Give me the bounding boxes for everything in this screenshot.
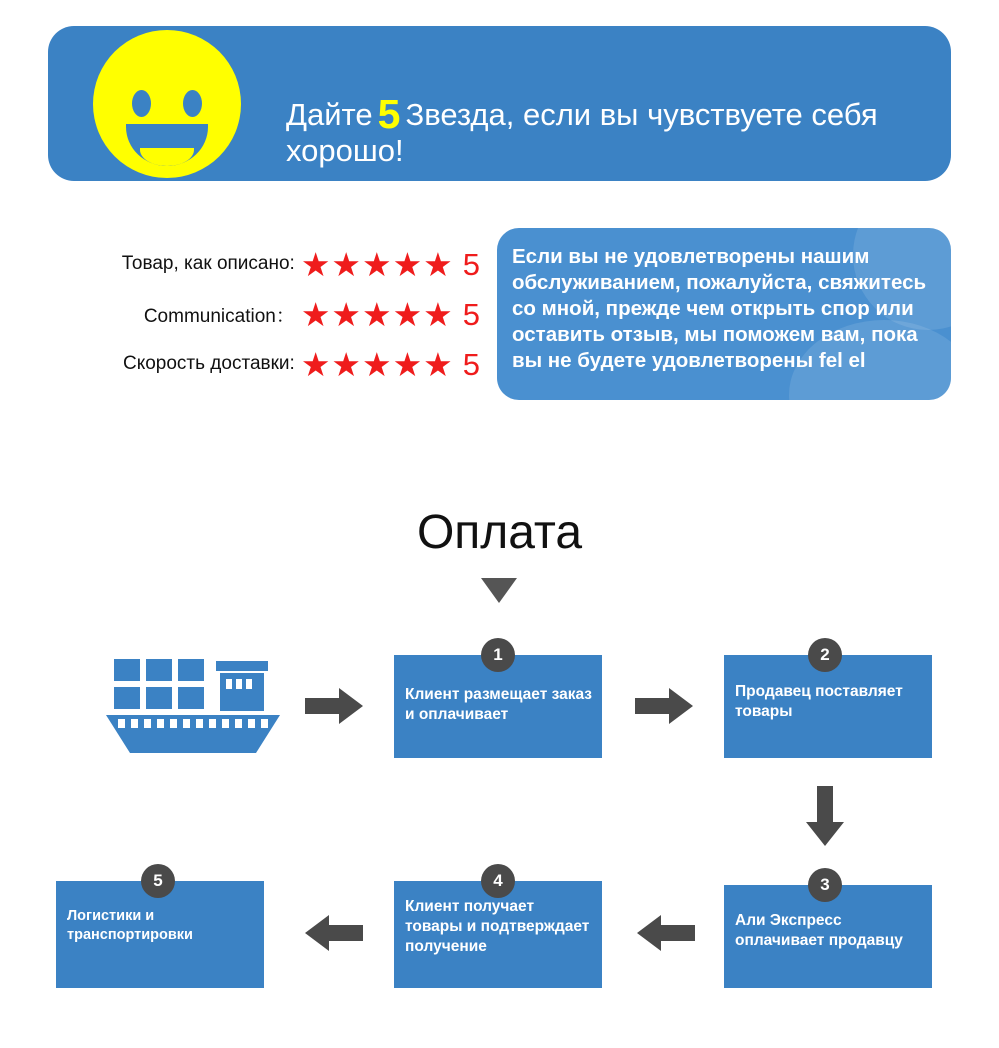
flow-step-4-text: Клиент получает товары и подтверждает получение — [405, 898, 590, 955]
arrow-left-icon — [305, 915, 363, 951]
rating-stars-shipping-speed[interactable]: ★★★★★ — [300, 345, 454, 383]
rating-row — [40, 290, 480, 338]
arrow-down-icon — [806, 786, 844, 846]
arrow-right-icon — [635, 688, 693, 724]
flow-step-5-badge: 5 — [141, 864, 175, 898]
flow-step-3-badge: 3 — [808, 868, 842, 902]
chevron-down-icon — [481, 578, 517, 603]
banner-star-count: 5 — [377, 91, 401, 137]
rating-label-item-as-described: Товар, как описано: — [121, 253, 295, 274]
rating-score-item-as-described: 5 — [462, 246, 480, 282]
flow-step-3-text: Али Экспресс оплачивает продавцу — [735, 912, 903, 949]
banner-text-before: Дайте — [286, 97, 373, 132]
rating-row — [40, 240, 480, 288]
rating-stars-communication[interactable]: ★★★★★ — [300, 295, 454, 333]
rating-label-communication: Communication： — [143, 305, 295, 327]
arrow-left-icon — [637, 915, 695, 951]
banner-text-after: Звезда, если вы чувствуете себя хорошо! — [286, 97, 878, 168]
cargo-ship-icon — [104, 655, 282, 759]
service-notice-box — [497, 228, 951, 400]
flow-step-4-badge: 4 — [481, 864, 515, 898]
rating-request-banner — [48, 26, 951, 181]
rating-label-shipping-speed: Скорость доставки: — [122, 353, 295, 374]
page-title: Оплата — [416, 506, 583, 559]
arrow-right-icon — [305, 688, 363, 724]
flow-step-1-badge: 1 — [481, 638, 515, 672]
rating-score-communication: 5 — [462, 296, 480, 332]
flow-step-2-text: Продавец поставляет товары — [735, 683, 903, 720]
smiley-face-icon — [93, 52, 241, 156]
service-notice-text: Если вы не удовлетворены нашим обслуживанием, пожалуйста, свяжитесь со мной, прежде чем открыть спор или оставить отзыв, мы поможем вам, пока вы не будете удовлетворены fel el — [512, 245, 927, 372]
rating-score-shipping-speed: 5 — [462, 346, 480, 382]
flow-step-2-badge: 2 — [808, 638, 842, 672]
rating-stars-item-as-described[interactable]: ★★★★★ — [300, 245, 454, 283]
banner-text — [286, 91, 936, 169]
ratings-list — [40, 240, 480, 390]
flow-step-1-text: Клиент размещает заказ и оплачивает — [405, 686, 592, 723]
flow-step-5-text: Логистики и транспортировки — [67, 908, 193, 943]
rating-row — [40, 340, 480, 388]
